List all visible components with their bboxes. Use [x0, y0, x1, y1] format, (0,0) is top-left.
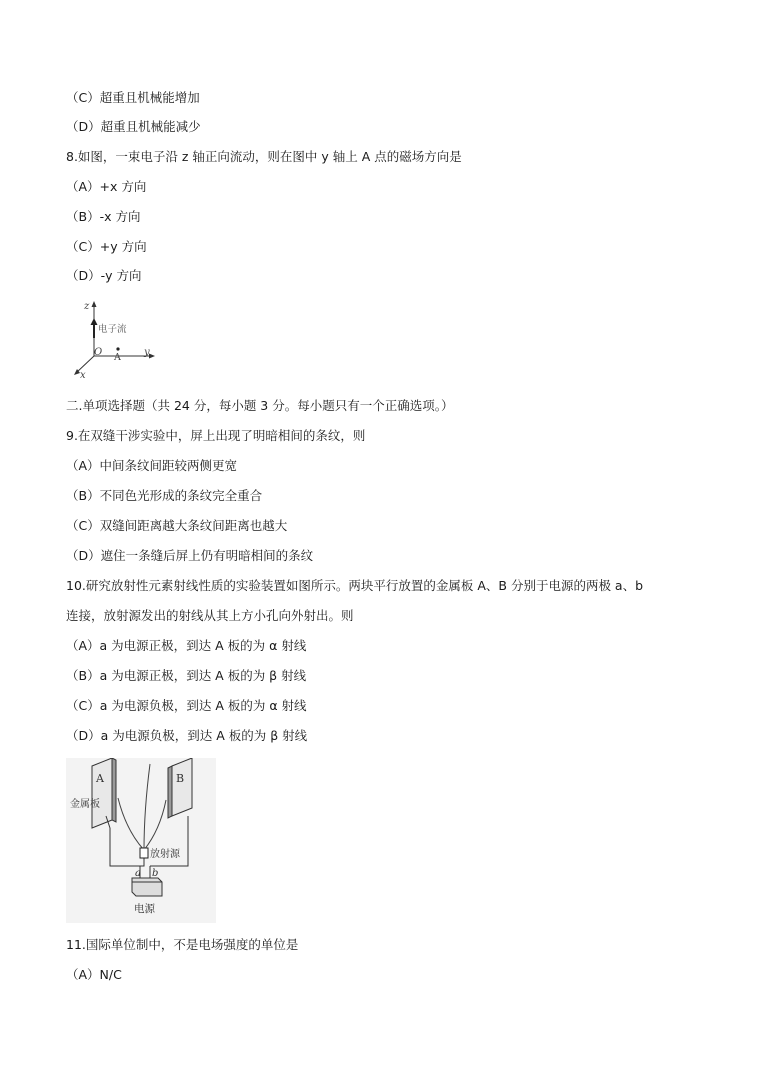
q8-option-d: （D）-y 方向 [66, 268, 142, 283]
q8-label-stream: 电子流 [98, 324, 127, 335]
section2-heading: 二.单项选择题（共 24 分，每小题 3 分。每小题只有一个正确选项。） [66, 398, 454, 413]
q8-label-y: y [144, 347, 150, 358]
q8-option-c: （C）+y 方向 [66, 239, 147, 254]
q8-option-a: （A）+x 方向 [66, 179, 147, 194]
q10-stem-line2: 连接，放射源发出的射线从其上方小孔向外射出。则 [66, 608, 354, 623]
q8-axes-figure [66, 296, 172, 380]
q10-label-b: b [152, 868, 159, 879]
q10-label-plate-b: B [176, 772, 185, 785]
q10-label-power: 电源 [134, 903, 155, 915]
q11-stem: 11.国际单位制中，不是电场强度的单位是 [66, 937, 299, 952]
q10-option-a: （A）a 为电源正极，到达 A 板的为 α 射线 [66, 638, 307, 653]
q8-label-z: z [84, 301, 90, 312]
q8-label-o: O [94, 347, 103, 358]
q10-label-plate-a: A [96, 772, 104, 785]
q7-option-c: （C）超重且机械能增加 [66, 90, 200, 105]
q8-option-b: （B）-x 方向 [66, 209, 141, 224]
q9-option-c: （C）双缝间距离越大条纹间距离也越大 [66, 518, 288, 533]
q9-option-a: （A）中间条纹间距较两侧更宽 [66, 458, 238, 473]
q10-apparatus-figure [66, 758, 216, 923]
q10-label-a: a [135, 868, 141, 879]
q7-option-d: （D）超重且机械能减少 [66, 119, 201, 134]
q10-option-d: （D）a 为电源负极，到达 A 板的为 β 射线 [66, 728, 308, 743]
q10-option-c: （C）a 为电源负极，到达 A 板的为 α 射线 [66, 698, 307, 713]
q9-stem: 9.在双缝干涉实验中，屏上出现了明暗相间的条纹，则 [66, 428, 366, 443]
q8-label-a: A [114, 352, 121, 363]
q10-option-b: （B）a 为电源正极，到达 A 板的为 β 射线 [66, 668, 307, 683]
q9-option-b: （B）不同色光形成的条纹完全重合 [66, 488, 263, 503]
q10-label-metal-plate: 金属板 [70, 799, 100, 810]
q10-label-source: 放射源 [150, 849, 180, 860]
q8-stem: 8.如图，一束电子沿 z 轴正向流动，则在图中 y 轴上 A 点的磁场方向是 [66, 149, 462, 164]
q8-label-x: x [80, 370, 86, 380]
q10-stem-line1: 10.研究放射性元素射线性质的实验装置如图所示。两块平行放置的金属板 A、B 分别于电源的两极 a、b [66, 578, 644, 593]
q9-option-d: （D）遮住一条缝后屏上仍有明暗相间的条纹 [66, 548, 314, 563]
q11-option-a: （A）N/C [66, 967, 122, 982]
